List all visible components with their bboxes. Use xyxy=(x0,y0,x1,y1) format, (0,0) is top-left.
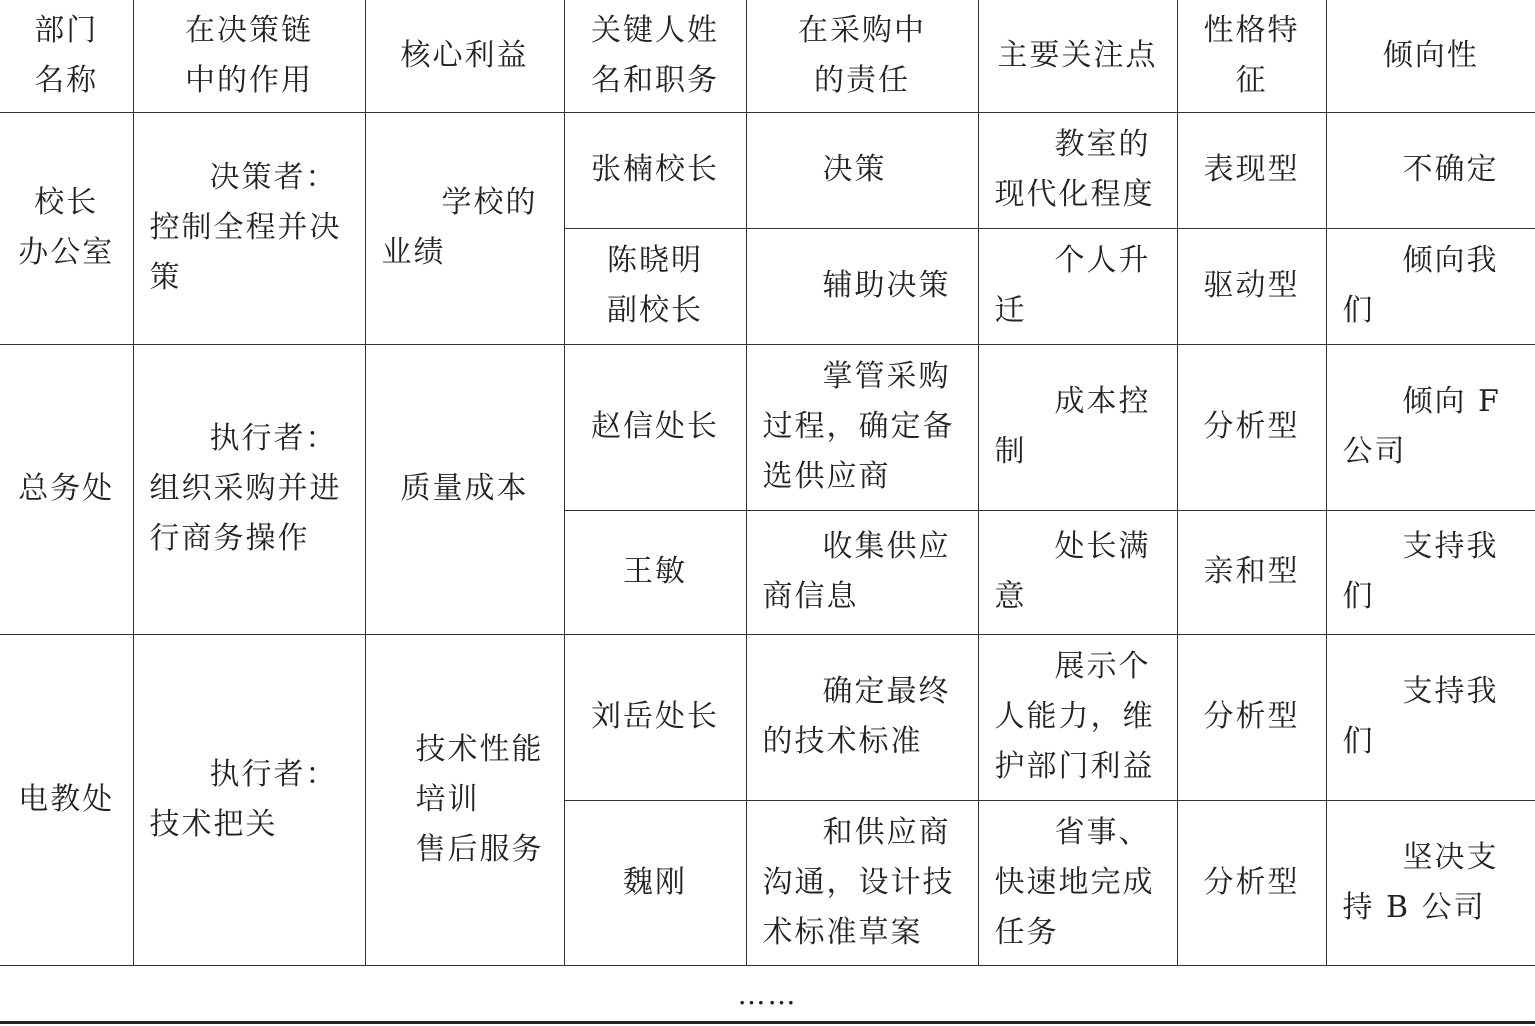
cell-dept: 校长 办公室 xyxy=(0,112,133,344)
cell-main-focus: 处长满意 xyxy=(978,510,1177,634)
cell-main-focus: 省事、快速地完成任务 xyxy=(978,800,1177,965)
cell-tendency: 支持我们 xyxy=(1326,634,1535,800)
table-row xyxy=(0,344,1535,510)
table-row xyxy=(0,112,1535,228)
cell-key-person: 魏刚 xyxy=(564,800,746,965)
cell-tendency: 坚决支持 B 公司 xyxy=(1326,800,1535,965)
cell-purchase-duty: 和供应商沟通，设计技术标准草案 xyxy=(746,800,978,965)
cell-personality: 驱动型 xyxy=(1177,228,1326,344)
header-dept-name: 部门 名称 xyxy=(0,0,133,112)
cell-personality: 分析型 xyxy=(1177,344,1326,510)
cell-key-person: 赵信处长 xyxy=(564,344,746,510)
cell-main-focus: 展示个人能力，维护部门利益 xyxy=(978,634,1177,800)
cell-main-focus: 教室的现代化程度 xyxy=(978,112,1177,228)
cell-key-person: 陈晓明 副校长 xyxy=(564,228,746,344)
cell-key-person: 王敏 xyxy=(564,510,746,634)
cell-purchase-duty: 掌管采购过程，确定备选供应商 xyxy=(746,344,978,510)
cell-personality: 分析型 xyxy=(1177,634,1326,800)
cell-personality: 亲和型 xyxy=(1177,510,1326,634)
header-purchase-duty: 在采购中 的责任 xyxy=(746,0,978,112)
table-header-row xyxy=(0,0,1535,112)
cell-tendency: 支持我们 xyxy=(1326,510,1535,634)
cell-main-focus: 个人升迁 xyxy=(978,228,1177,344)
table-bottom-rule xyxy=(0,1021,1535,1024)
cell-tendency: 不确定 xyxy=(1326,112,1535,228)
cell-purchase-duty: 辅助决策 xyxy=(746,228,978,344)
cell-personality: 分析型 xyxy=(1177,800,1326,965)
header-decision-role: 在决策链 中的作用 xyxy=(133,0,365,112)
cell-decision-role: 执行者：技术把关 xyxy=(133,634,365,965)
header-personality: 性格特征 xyxy=(1177,0,1326,112)
cell-main-focus: 成本控制 xyxy=(978,344,1177,510)
header-tendency: 倾向性 xyxy=(1326,0,1535,112)
cell-purchase-duty: 收集供应商信息 xyxy=(746,510,978,634)
cell-key-person: 刘岳处长 xyxy=(564,634,746,800)
cell-dept: 电教处 xyxy=(0,634,133,965)
cell-purchase-duty: 决策 xyxy=(746,112,978,228)
header-main-focus: 主要关注点 xyxy=(978,0,1177,112)
cell-key-person: 张楠校长 xyxy=(564,112,746,228)
continuation-ellipsis: …… xyxy=(737,978,798,1011)
cell-core-interest: 学校的业绩 xyxy=(365,112,564,344)
cell-core-interest: 质量成本 xyxy=(365,344,564,634)
header-key-person: 关键人姓 名和职务 xyxy=(564,0,746,112)
cell-purchase-duty: 确定最终的技术标准 xyxy=(746,634,978,800)
cell-dept: 总务处 xyxy=(0,344,133,634)
cell-decision-role: 决策者：控制全程并决策 xyxy=(133,112,365,344)
cell-tendency: 倾向我们 xyxy=(1326,228,1535,344)
cell-tendency: 倾向 F 公司 xyxy=(1326,344,1535,510)
cell-decision-role: 执行者：组织采购并进行商务操作 xyxy=(133,344,365,634)
cell-personality: 表现型 xyxy=(1177,112,1326,228)
header-core-interest: 核心利益 xyxy=(365,0,564,112)
cell-core-interest: 技术性能 培训 售后服务 xyxy=(365,634,564,965)
table-row xyxy=(0,634,1535,800)
